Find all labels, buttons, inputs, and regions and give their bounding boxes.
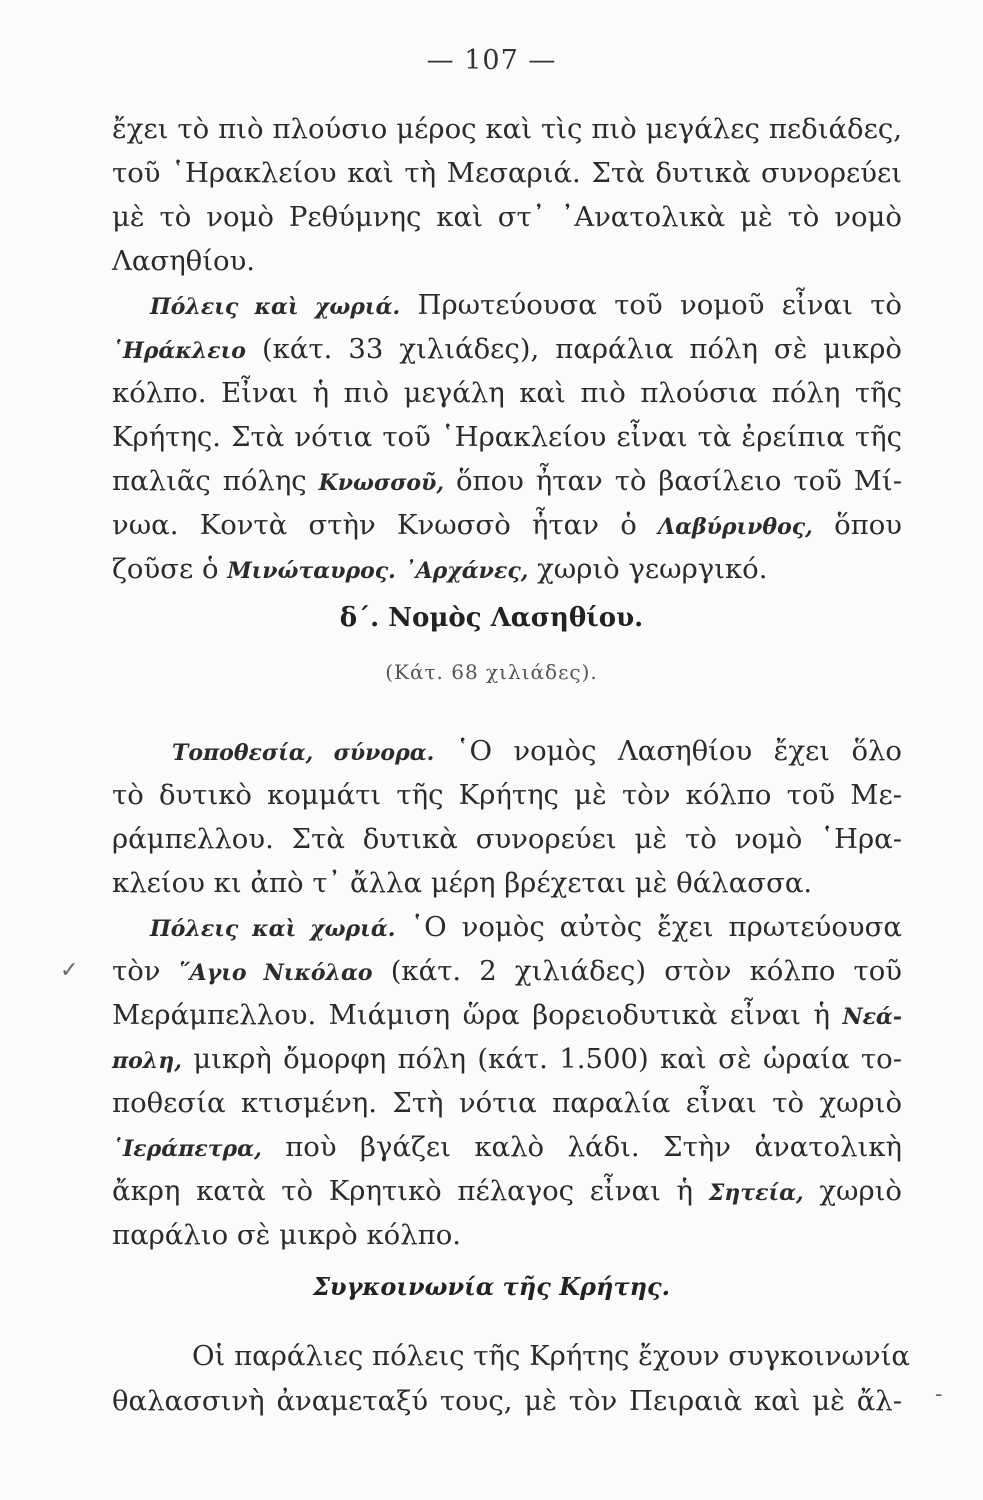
text-line [112, 994, 902, 1038]
text-line: μὲ τὸ νομὸ Ρεθύμνης καὶ στ᾽ ᾽Ανατολικὰ μὲ τὸ νομὸ [112, 201, 902, 233]
place-name: ᾽Αρχάνες, [404, 558, 529, 584]
text-span: (κάτ. 33 χιλιάδες), παράλια πόλη σὲ μικρὸ [261, 333, 902, 365]
text-line: Λασηθίου. [112, 245, 256, 277]
place-name: Μινώταυρος. [227, 558, 396, 584]
text-span: νωα. Κοντὰ στὴν Κνωσσὸ ἦταν ὁ [112, 509, 637, 541]
text-span: ὅπου ἦταν τὸ βασίλειο τοῦ Μί- [455, 465, 902, 497]
text-line [150, 906, 902, 950]
text-line [112, 460, 902, 504]
text-line [112, 504, 902, 548]
text-line [112, 1126, 902, 1170]
section-heading: δ΄. Νομὸς Λασηθίου. [339, 603, 644, 633]
text-line: κόλπο. Εἶναι ἡ πιὸ μεγάλη καὶ πιὸ πλούσια πόλη τῆς [112, 377, 902, 409]
place-name: Λαβύρινθος, [658, 514, 813, 540]
text-line: τὸ δυτικὸ κομμάτι τῆς Κρήτης μὲ τὸν κόλπο τοῦ Με- [112, 779, 902, 811]
text-line: Οἱ παράλιες πόλεις τῆς Κρήτης ἔχουν συγκοινωνία [192, 1340, 910, 1372]
place-name: Κνωσσοῦ, [318, 470, 445, 496]
margin-dash-mark: - [935, 1382, 943, 1407]
text-line [150, 284, 902, 328]
place-name: Σητεία, [708, 1180, 804, 1206]
text-span: Μεράμπελλου. Μιάμιση ὥρα βορειοδυτικὰ εἶναι ἡ [112, 999, 830, 1031]
text-line [112, 548, 902, 592]
text-span: χωριὸ γεωργικό. [537, 553, 768, 585]
text-span: ἄκρη κατὰ τὸ Κρητικὸ πέλαγος εἶναι ἡ [112, 1175, 694, 1207]
text-span: ποὺ βγάζει καλὸ λάδι. Στὴν ἀνατολικὴ [285, 1131, 902, 1163]
text-line: τοῦ ῾Ηρακλείου καὶ τὴ Μεσαριά. Στὰ δυτικὰ συνορεύει [112, 157, 902, 189]
text-line: ποθεσία κτισμένη. Στὴ νότια παραλία εἶναι τὸ χωριὸ [112, 1087, 902, 1119]
section-subheading: (Κάτ. 68 χιλιάδες). [385, 660, 598, 684]
text-line: παράλιο σὲ μικρὸ κόλπο. [112, 1219, 462, 1251]
text-line [112, 1170, 902, 1214]
side-heading: Τοποθεσία, σύνορα. [172, 740, 435, 766]
text-span: ῾Ο νομὸς αὐτὸς ἔχει πρωτεύουσα [410, 911, 902, 943]
page-number: — 107 — [426, 45, 557, 76]
place-name: ῾Ιεράπετρα, [112, 1136, 262, 1162]
side-heading: Πόλεις καὶ χωριά. [150, 294, 401, 320]
text-span: ῾Ο νομὸς Λασηθίου ἔχει ὅλο [455, 735, 902, 767]
section-heading: Συγκοινωνία τῆς Κρήτης. [312, 1272, 671, 1301]
place-name: πολη, [112, 1048, 182, 1074]
text-line [112, 1038, 902, 1082]
side-heading: Πόλεις καὶ χωριά. [150, 916, 396, 942]
place-name: Νεά- [842, 1004, 902, 1030]
text-line [112, 950, 902, 994]
place-name: ῾Ηράκλειο [112, 338, 246, 364]
place-name: ῞Αγιο Νικόλαο [178, 960, 373, 986]
text-span: Πρωτεύουσα τοῦ νομοῦ εἶναι τὸ [417, 289, 902, 321]
text-span: (κάτ. 2 χιλιάδες) στὸν κόλπο τοῦ [390, 955, 903, 987]
text-span: ζοῦσε ὁ [112, 553, 219, 585]
text-span: χωριὸ [819, 1175, 902, 1207]
text-line: κλείου κι ἀπὸ τ᾽ ἄλλα μέρη βρέχεται μὲ θάλασσα. [112, 867, 813, 899]
text-line: ἔχει τὸ πιὸ πλούσιο μέρος καὶ τὶς πιὸ μεγάλες πεδιάδες, [112, 113, 902, 145]
text-line [112, 328, 902, 372]
text-line: θαλασσινὴ ἀναμεταξύ τους, μὲ τὸν Πειραιὰ καὶ μὲ ἄλ- [112, 1385, 902, 1417]
text-span: τὸν [112, 955, 161, 987]
text-line: Κρήτης. Στὰ νότια τοῦ ῾Ηρακλείου εἶναι τὰ ἐρείπια τῆς [112, 421, 902, 453]
text-span: παλιᾶς πόλης [112, 465, 307, 497]
text-span: μικρὴ ὄμορφη πόλη (κάτ. 1.500) καὶ σὲ ὡραία το- [193, 1043, 902, 1075]
text-line: ράμπελλου. Στὰ δυτικὰ συνορεύει μὲ τὸ νομὸ ῾Ηρα- [112, 823, 902, 855]
margin-check-mark: ✓ [60, 958, 79, 983]
text-span: ὅπου [834, 509, 902, 541]
text-line [172, 730, 902, 774]
